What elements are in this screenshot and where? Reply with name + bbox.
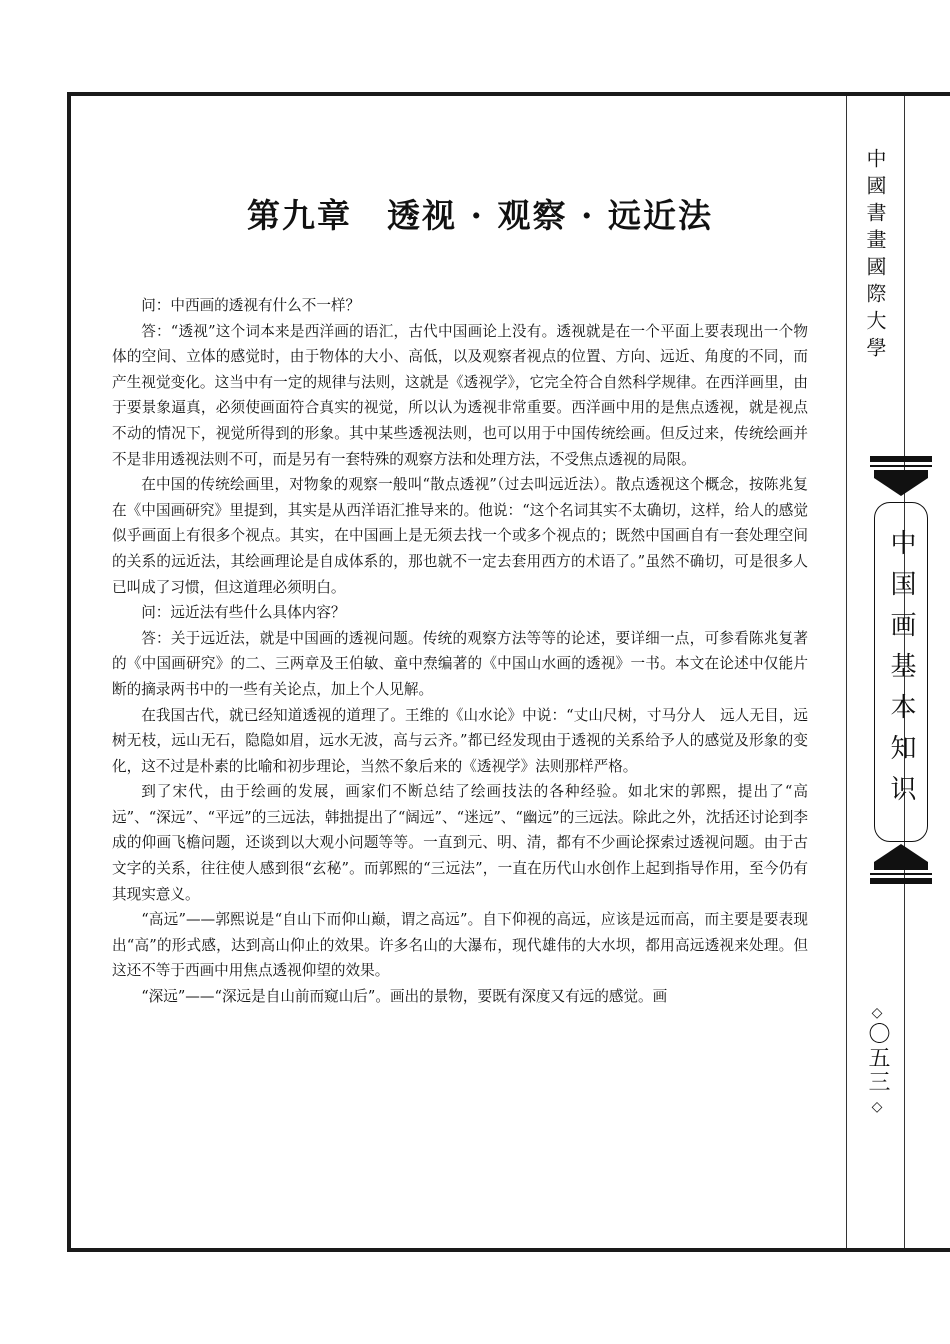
bracket-bottom-icon bbox=[874, 842, 928, 870]
band-bottom-thick bbox=[870, 878, 932, 884]
question-paragraph: 问：中西画的透视有什么不一样？ bbox=[141, 297, 361, 314]
book-title-panel bbox=[870, 456, 932, 884]
book-title: 中国画基本知识 bbox=[886, 528, 916, 816]
body-paragraph: 在我国古代，就已经知道透视的道理了。王维的《山水论》中说：“丈山尺树，寸马分人 远人无目，远树无枝，远山无石，隐隐如眉，远水无波，高与云齐。”都已经发现由于透视的关系给予人的感觉及形象的变化，这不过是朴素的比喻和初步理论，当然不象后来的《透视学》法则那样严格。 bbox=[112, 706, 808, 775]
chapter-title: 第九章 透视 · 观察 · 远近法 bbox=[247, 196, 713, 235]
frame-top-border bbox=[67, 92, 950, 96]
body-paragraph: 在中国的传统绘画里，对物象的观察一般叫“散点透视”（过去叫远近法）。散点透视这个概念，按陈兆复在《中国画研究》里提到，其实是从西洋语汇推导来的。他说：“这个名词其实不太确切，这样，给人的感觉似乎画面上有很多个视点。其实，在中国画上是无须去找一个或多个视点的；既然中国画自有一套处理空间的关系的远近法，其绘画理论是自成体系的，那也就不一定去套用西方的术语了。”虽然不确切，可是很多人已叫成了习惯，但这道理必须明白。 bbox=[112, 476, 808, 596]
page-body bbox=[112, 190, 808, 1010]
frame-bottom-border bbox=[67, 1248, 950, 1252]
sidebar bbox=[852, 96, 950, 1248]
question-paragraph: 问：远近法有些什么具体内容？ bbox=[141, 604, 346, 622]
series-title: 中國書畫國際大學 bbox=[863, 148, 887, 364]
page-number: 〇五三 bbox=[865, 1022, 890, 1094]
body-paragraph: “高远”——郭熙说是“自山下而仰山巅，谓之高远”。自下仰视的高远，应该是远而高，而主要是要表现出“高”的形式感，达到高山仰止的效果。许多名山的大瀑布，现代雄伟的大水坝，都用高远透视来处理。但这还不等于西画中用焦点透视仰望的效果。 bbox=[112, 911, 808, 980]
diamond-bottom-icon: ◇ bbox=[871, 1099, 883, 1115]
band-top-thick bbox=[870, 456, 932, 462]
body-paragraph: “深远”——“深远是自山前而窥山后”。画出的景物，要既有深度又有远的感觉。画 bbox=[141, 988, 668, 1006]
band-bottom-thin bbox=[870, 873, 932, 875]
band-top-thin bbox=[870, 465, 932, 467]
frame-left-border bbox=[67, 92, 71, 1252]
sidebar-divider-rule bbox=[846, 96, 847, 1248]
answer-paragraph: 答：关于远近法，就是中国画的透视问题。传统的观察方法等等的论述，要详细一点，可参看陈兆复著的《中国画研究》的二、三两章及王伯敏、童中焘编著的《中国山水画的透视》一书。本文在论述中仅能片断的摘录两书中的一些有关论点，加上个人见解。 bbox=[112, 629, 808, 698]
bracket-top-icon bbox=[874, 470, 928, 498]
answer-paragraph: 答：“透视”这个词本来是西洋画的语汇，古代中国画论上没有。透视就是在一个平面上要表现出一个物体的空间、立体的感觉时，由于物体的大小、高低，以及观察者视点的位置、方向、远近、角度的不同，而产生视觉变化。这当中有一定的规律与法则，这就是《透视学》，它完全符合自然科学规律。在西洋画里，由于要景象逼真，必须使画面符合真实的视觉，所以认为透视非常重要。西洋画中用的是焦点透视，就是视点不动的情况下，视觉所得到的形象。其中某些透视法则，也可以用于中国传统绘画。但反过来，传统绘画并不是非用透视法则不可，而是另有一套特殊的观察方法和处理方法，不受焦点透视的局限。 bbox=[112, 322, 808, 468]
page-number-block bbox=[860, 1004, 894, 1116]
diamond-top-icon: ◇ bbox=[871, 1005, 883, 1021]
body-paragraph: 到了宋代，由于绘画的发展，画家们不断总结了绘画技法的各种经验。如北宋的郭熙，提出了“高远”、“深远”、“平远”的三远法，韩拙提出了“阔远”、“迷远”、“幽远”的三远法。除此之外，沈括还讨论到李成的仰画飞檐问题，还谈到以大观小问题等等。一直到元、明、清，都有不少画论探索过透视问题。由于古文字的关系，往往使人感到很“玄秘”。而郭熙的“三远法”，一直在历代山水创作上起到指导作用，至今仍有其现实意义。 bbox=[112, 783, 808, 903]
